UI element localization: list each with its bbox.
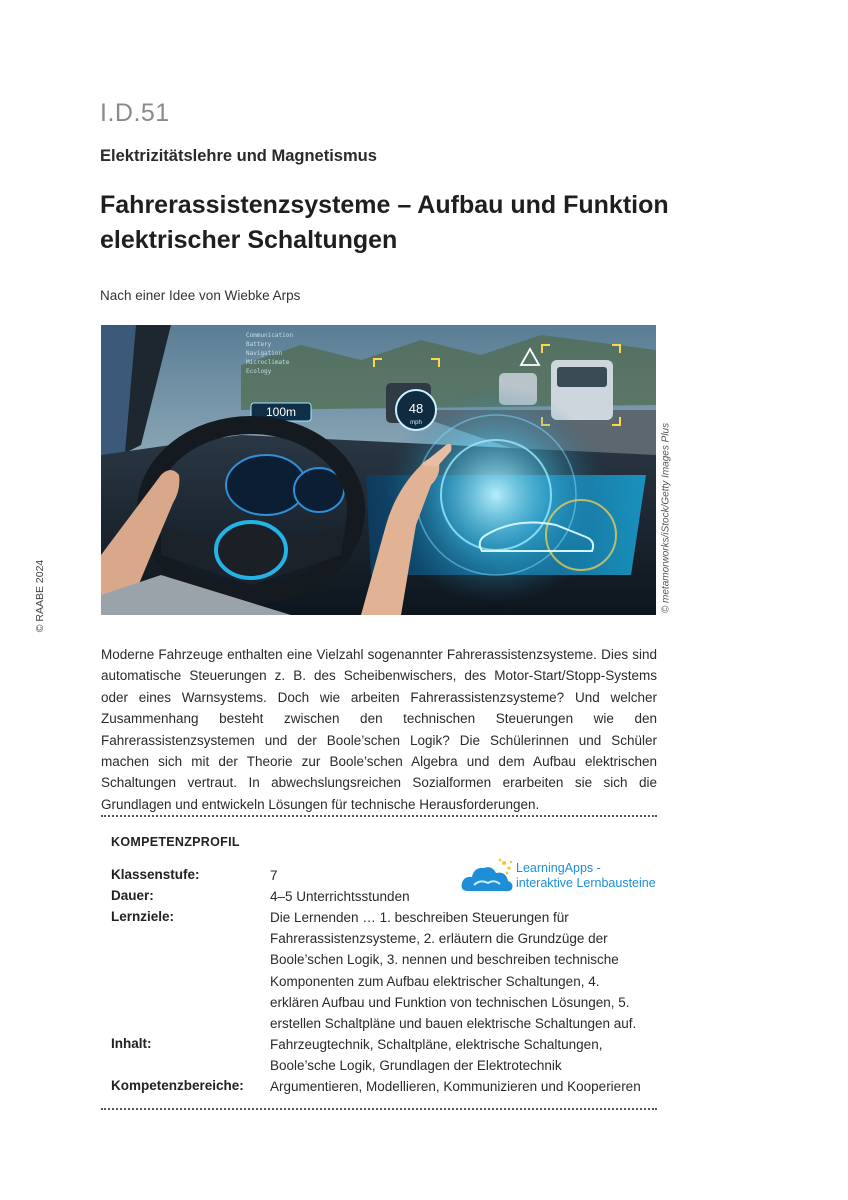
hud-speed-unit: mph xyxy=(410,420,422,426)
page-title xyxy=(100,188,700,258)
title-line-2: elektrischer Schaltungen xyxy=(100,226,398,254)
hud-menu-item: Navigation xyxy=(246,350,283,357)
copyright-note xyxy=(30,556,50,636)
profile-label-duration: Dauer: xyxy=(111,888,154,903)
hud-speed: 48 xyxy=(408,401,424,416)
dotted-divider-bottom xyxy=(101,1108,657,1110)
hud-distance: 100m xyxy=(265,405,297,419)
profile-label-goals: Lernziele: xyxy=(111,909,175,924)
logo-text-line-1: LearningApps - xyxy=(516,861,601,875)
photo-credit xyxy=(657,415,675,620)
hud-menu-item: Microclimate xyxy=(246,359,290,366)
profile-value-content: Fahrzeugtechnik, Schaltpläne, elektrische Schaltungen, Boole’sche Logik, Grundlagen der Elektrotechnik xyxy=(270,1037,603,1074)
profile-value-goals: Die Lernenden … 1. beschreiben Steuerungen für Fahrerassistenzsysteme, 2. erläutern die Grundzüge der Boole’schen Logik, 3. nennen und beschreiben technische Komponenten zum Aufbau elektrischer Schaltungen, 4. erklären Aufbau und Funktion von technischen Lösungen, 5. erstellen Schaltpläne und bauen elektrische Schaltungen auf. xyxy=(270,910,637,1032)
hud-menu-item: Battery xyxy=(246,341,272,348)
intro-paragraph: Moderne Fahrzeuge enthalten eine Vielzahl sogenannter Fahrerassistenzsysteme. Dies sind automatische Steuerungen z. B. des Scheibenwischers, des Motor-Start/Stopp-Systems oder eines Warnsystems. Doch wie arbeiten Fahrerassistenzsysteme? Und welcher Zusammenhang besteht zwischen den technischen Steuerungen wie den Fahrerassistenzsystemen und der Boole’schen Logik? Die Schülerinnen und Schüler machen sich mit der Theorie zur Boole’schen Algebra und dem Aufbau elektrischen Schaltungen vertraut. In abwechslungsreichen Sozialformen erarbeiten sie sich die Grundlagen und entwickeln Lösungen für technische Herausforderungen. xyxy=(101,647,657,812)
subject-heading: Elektrizitätslehre und Magnetismus xyxy=(100,147,377,165)
profile-value-duration: 4–5 Unterrichtsstunden xyxy=(270,889,410,904)
car-dashboard-photo xyxy=(101,325,656,615)
copyright-text: © RAABE 2024 xyxy=(34,559,46,633)
profile-value-competences: Argumentieren, Modellieren, Kommunizieren und Kooperieren xyxy=(270,1079,641,1094)
profile-value-grade: 7 xyxy=(270,868,278,883)
logo-text-line-2: interaktive Lernbausteine xyxy=(516,876,656,890)
profile-label-content: Inhalt: xyxy=(111,1036,152,1051)
document-code: I.D.51 xyxy=(100,99,170,127)
competence-profile-heading: KOMPETENZPROFIL xyxy=(111,835,240,849)
photo-credit-text: © metamorworks/iStock/Getty Images Plus xyxy=(660,422,672,613)
author-credit: Nach einer Idee von Wiebke Arps xyxy=(100,288,301,303)
hud-menu-item: Ecology xyxy=(246,368,272,375)
title-line-1: Fahrerassistenzsysteme – Aufbau und Funktion xyxy=(100,191,669,219)
profile-label-competences: Kompetenzbereiche: xyxy=(111,1078,244,1093)
profile-label-grade: Klassenstufe: xyxy=(111,867,200,882)
hud-menu-item: Communication xyxy=(246,332,293,339)
dotted-divider-top xyxy=(101,815,657,817)
